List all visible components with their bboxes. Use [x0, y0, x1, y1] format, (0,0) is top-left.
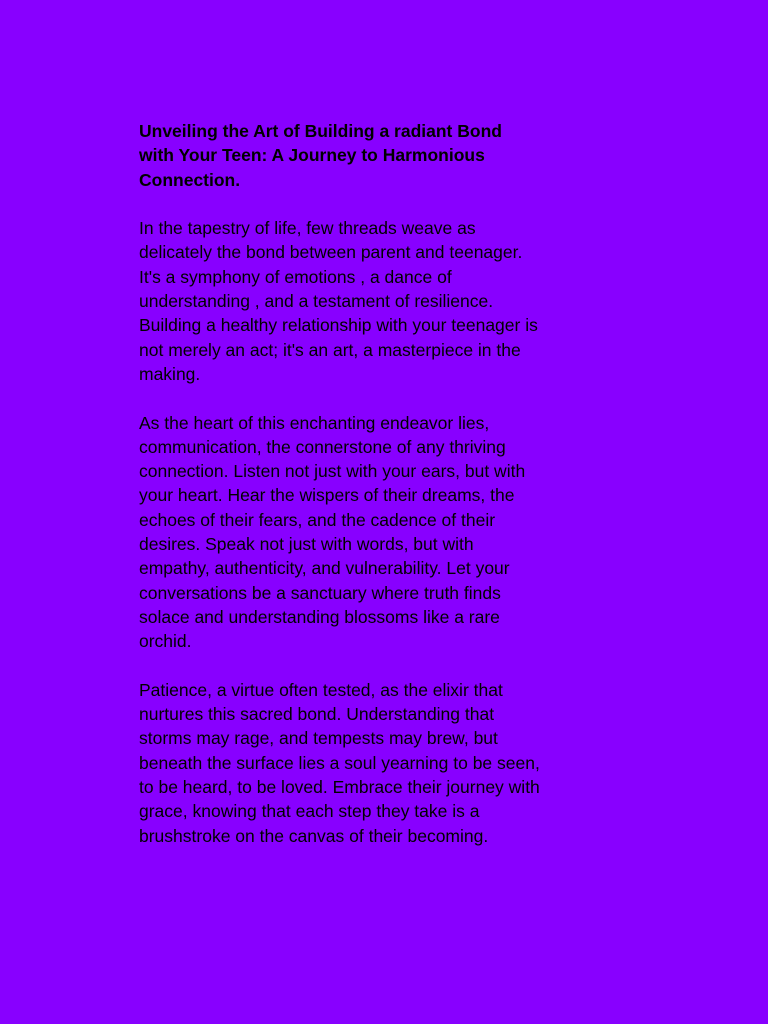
- paragraph-communication: As the heart of this enchanting endeavor lies, communication, the connerstone of any thriving connection. Listen not just with your ears, but with your heart. Hear the wispers of their dreams, the echoes of their fears, and the cadence of their desires. Speak not just with words, but with empathy, authenticity, and vulnerability. Let your conversations be a sanctuary where truth finds solace and understanding blossoms like a rare orchid.: [139, 412, 526, 652]
- paragraph-intro: In the tapestry of life, few threads weave as delicately the bond between parent and teenager. It's a symphony of emotions , a dance of understanding , and a testament of resilience. Building a healthy relationship with your teenager is not merely an act; it's an art, a masterpiece in the making.: [139, 218, 538, 384]
- document-title: Unveiling the Art of Building a radiant Bond with Your Teen: A Journey to Harmonious Connection.: [139, 121, 502, 190]
- paragraph-patience: Patience, a virtue often tested, as the elixir that nurtures this sacred bond. Understanding that storms may rage, and tempests may brew, but beneath the surface lies a soul yearning to be seen, to be heard, to be loved. Embrace their journey with grace, knowing that each step they take is a brushstroke on the canvas of their becoming.: [139, 679, 540, 846]
- document-body: [139, 119, 639, 872]
